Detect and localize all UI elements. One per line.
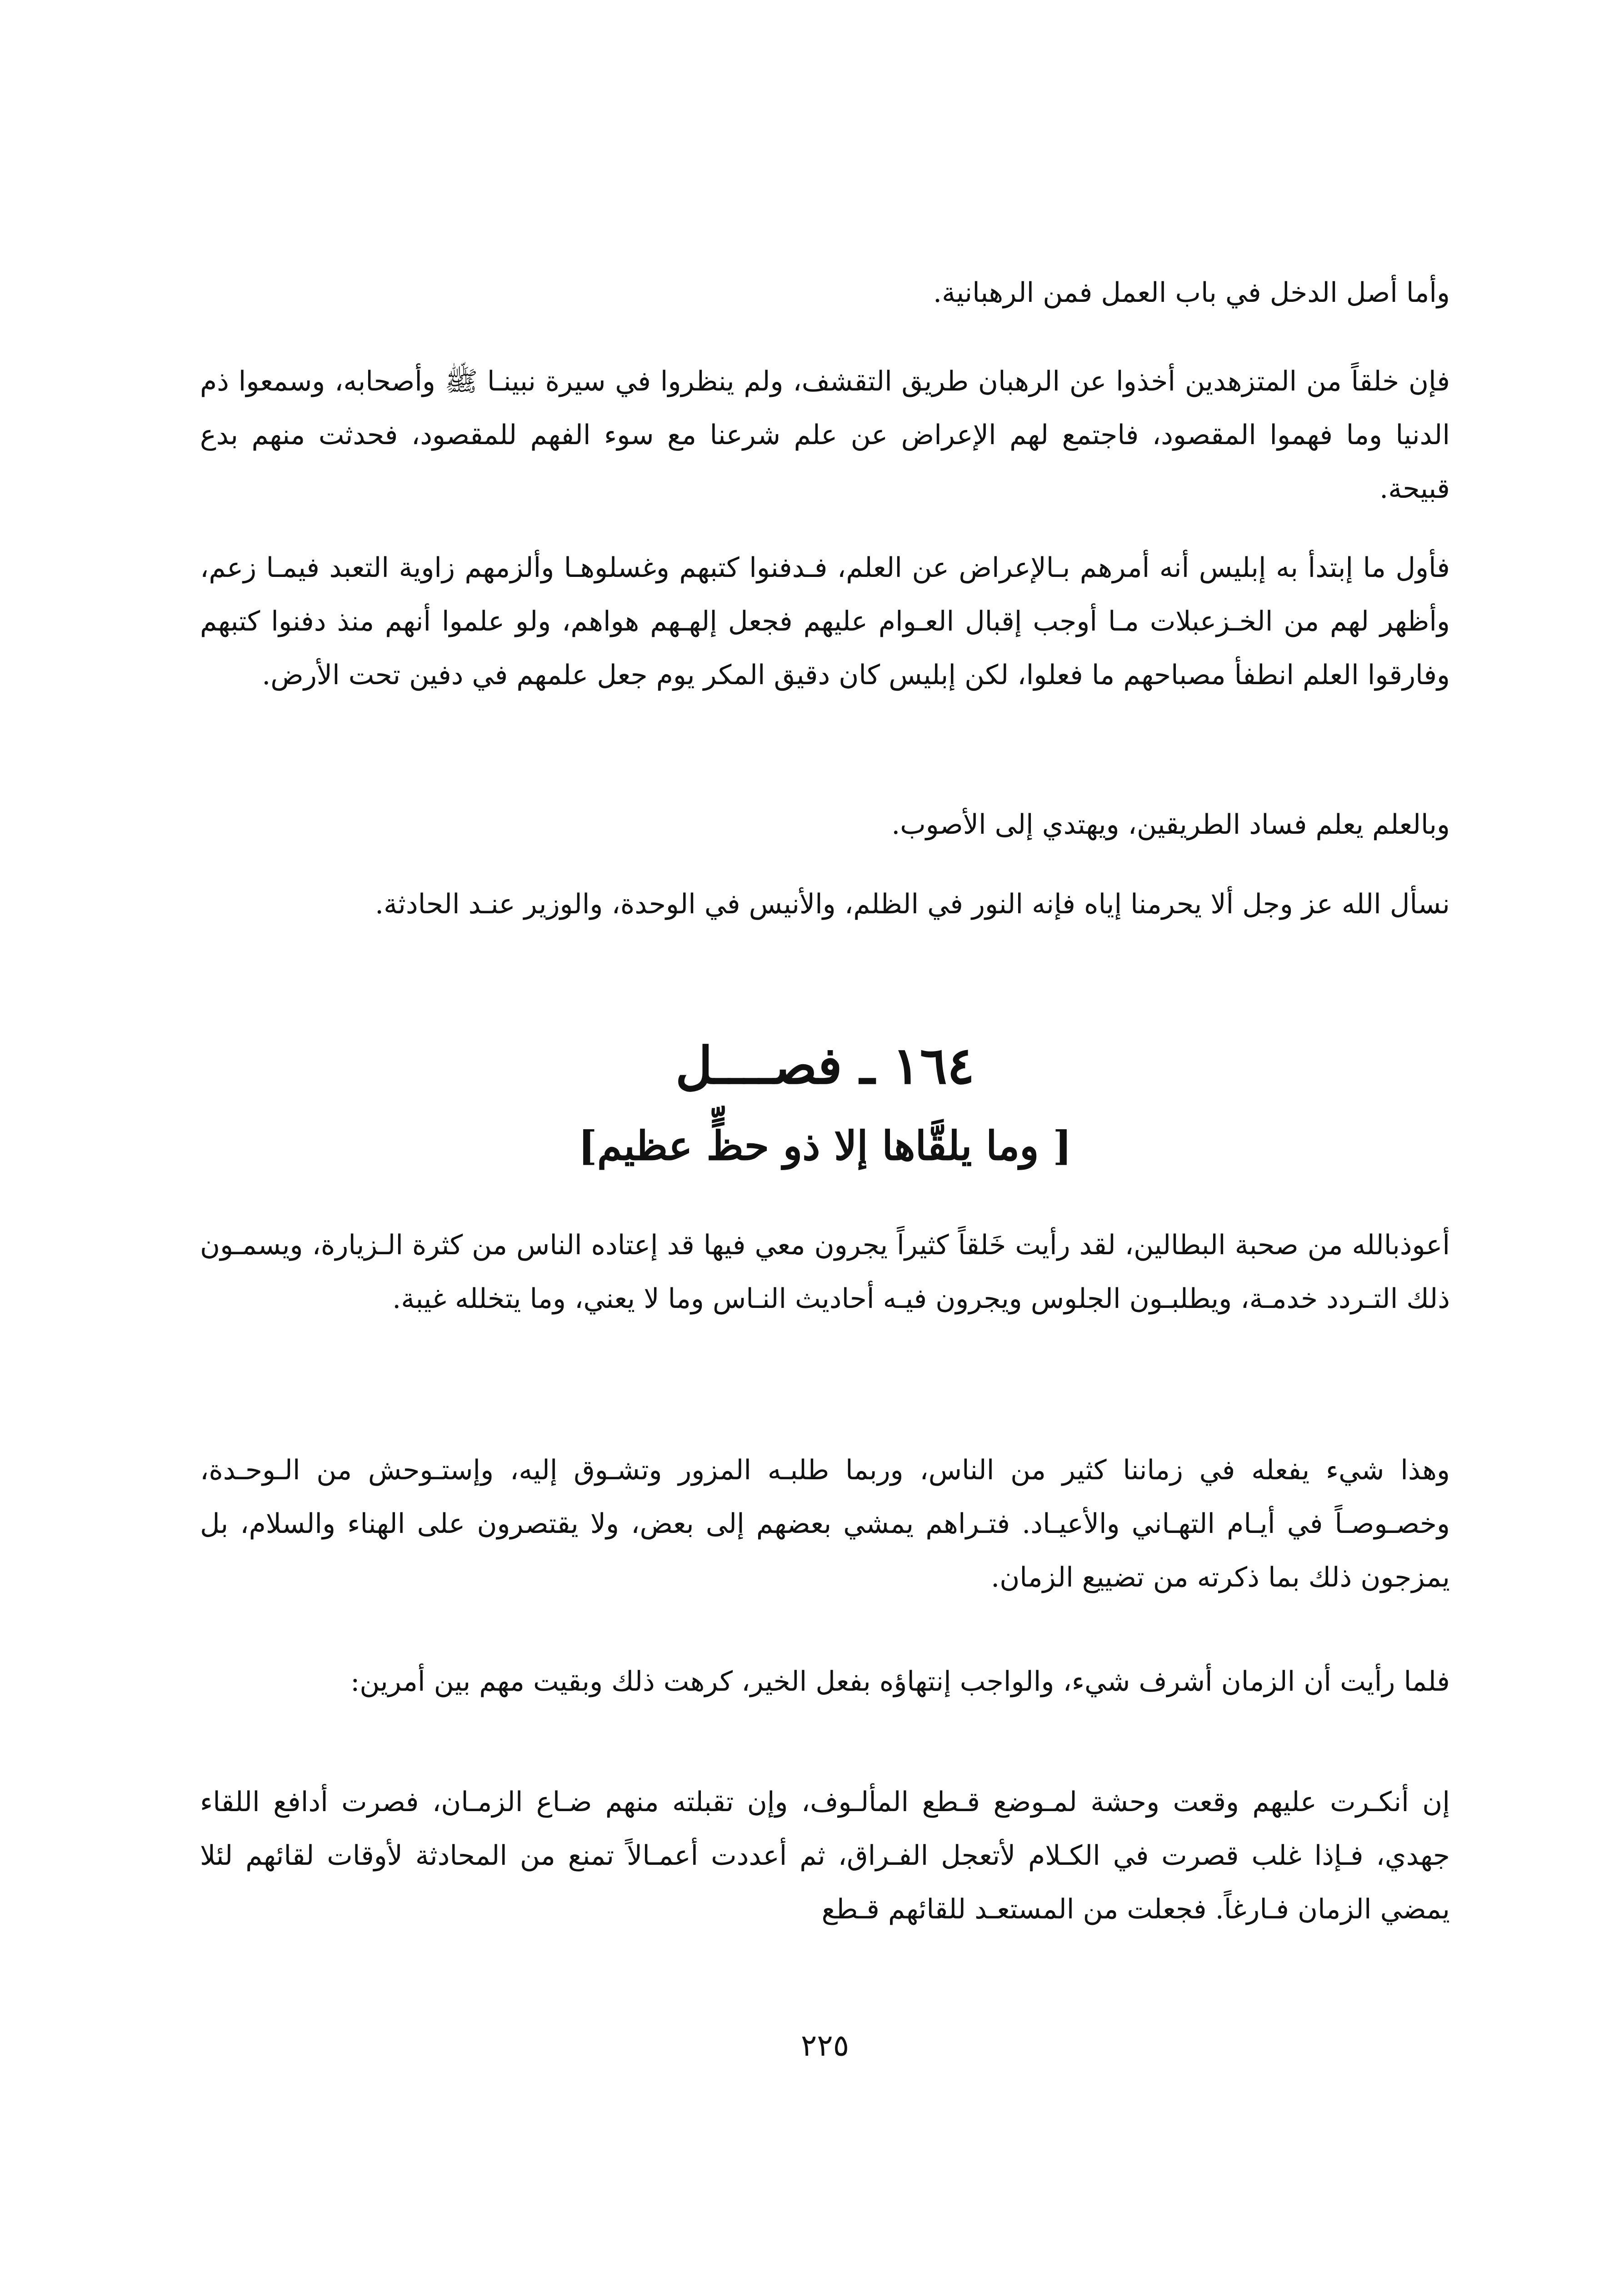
paragraph-two-choices: إن أنكـرت عليهم وقعت وحشة لمـوضع قـطع المألـوف، وإن تقبلته منهم ضـاع الزمـان، فصرت أدافع اللقاء جهدي، فـإذا غلب قصرت في الكـلام لأتعجل الفـراق، ثم أعددت أعمـالاً تمنع من المحادثة لأوقات لقائهم لئلا يمضي الزمان فـارغاً. فجعلت من المستعـد للقائهم قـطع — [200, 1786, 1450, 1925]
paragraph-origin-of-innovation: وأما أصل الدخل في باب العمل فمن الرهبانية. — [933, 277, 1450, 309]
chapter-subtitle: [ وما يلقَّاها إلا ذو حظٍّ عظيم] — [578, 1122, 1072, 1169]
paragraph-ascetics-and-monks: فإن خلقاً من المتزهدين أخذوا عن الرهبان طريق التقشف، ولم ينظروا في سيرة نبينـا ﷺ وأصحابه، وسمعوا ذم الدنيا وما فهموا المقصود، فاجتمع لهم الإعراض عن علم شرعنا مع سوء الفهم للمقصود، فحدثت منهم بدع قبيحة. — [200, 365, 1450, 505]
paragraph-knowledge-guides: وبالعلم يعلم فساد الطريقين، ويهتدي إلى الأصوب. — [891, 809, 1450, 841]
paragraph-idle-company: أعوذبالله من صحبة البطالين، لقد رأيت خَلقاً كثيراً يجرون معي فيها قد إعتاده الناس من كثرة الـزيارة، ويسمـون ذلك التـردد خدمـة، ويطلبـون الجلوس ويجرون فيـه أحاديث النـاس وما لا يعني، وما يتخلله غيبة. — [200, 1229, 1450, 1315]
paragraph-supplication: نسأل الله عز وجل ألا يحرمنا إياه فإنه النور في الظلم، والأنيس في الوحدة، والوزير عنـد الحادثة. — [375, 888, 1450, 920]
chapter-title: ١٦٤ ـ فصــــل — [675, 1036, 974, 1096]
page-number: ٢٢٥ — [800, 2028, 849, 2063]
paragraph-iblis-burying-books: فأول ما إبتدأ به إبليس أنه أمرهم بـالإعراض عن العلم، فـدفنوا كتبهم وغسلوهـا وألزمهم زاوية التعبد فيمـا زعم، وأظهر لهم من الخـزعبلات مـا أوجب إقبال العـوام عليهم فجعل إلهـهم هواهم، ولو علموا أنهم منذ دفنوا كتبهم وفارقوا العلم انطفأ مصباحهم ما فعلوا، لكن إبليس كان دقيق المكر يوم جعل علمهم في دفين تحت الأرض. — [200, 552, 1450, 691]
paragraph-value-of-time: فلما رأيت أن الزمان أشرف شيء، والواجب إنتهاؤه بفعل الخير، كرهت ذلك وبقيت مهم بين أمرين: — [350, 1666, 1450, 1697]
paragraph-visiting-custom: وهذا شيء يفعله في زماننا كثير من الناس، وربما طلبـه المزور وتشـوق إليه، وإستـوحش من الـوحـدة، وخصـوصـاً في أيـام التهـاني والأعيـاد. فتـراهم يمشي بعضهم إلى بعض، ولا يقتصرون على الهناء والسلام، بل يمزجون ذلك بما ذكرته من تضييع الزمان. — [200, 1454, 1450, 1593]
